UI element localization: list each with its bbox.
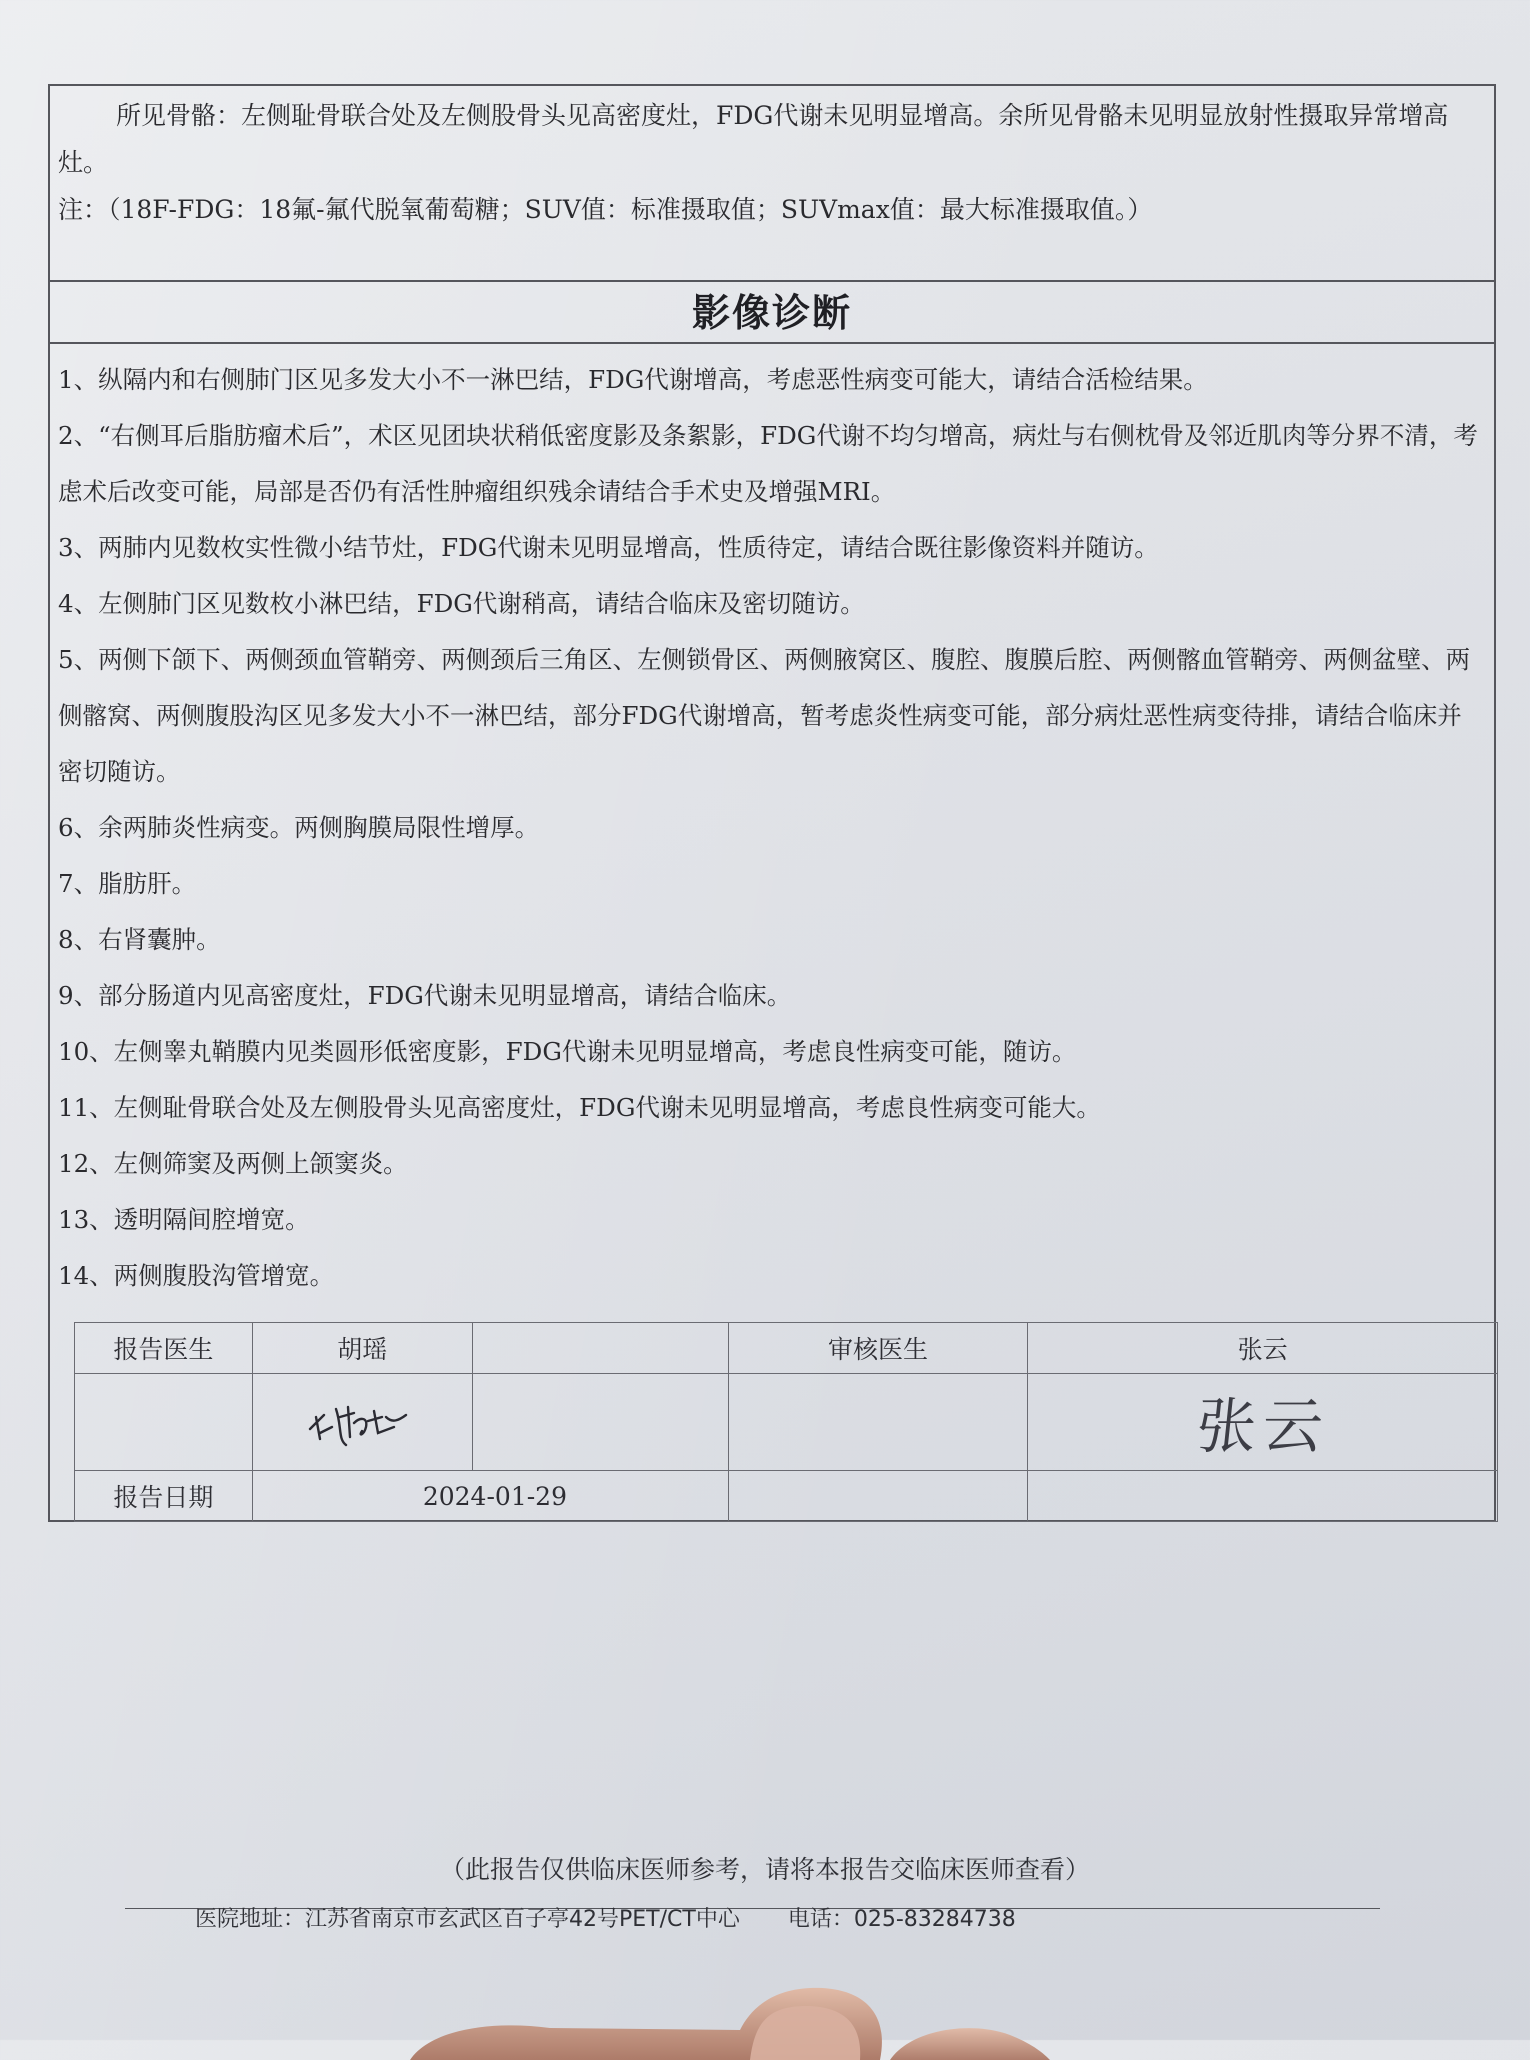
abbreviation-note: 注：（18F-FDG：18氟-氟代脱氧葡萄糖；SUV值：标准摄取值；SUVmax值：最大标准摄取值。） [58,195,1153,224]
review-doctor-signature [1028,1374,1498,1471]
report-date-label: 报告日期 [75,1471,253,1522]
report-date: 2024-01-29 [252,1471,728,1522]
empty-cell [75,1374,253,1471]
findings-section [50,86,1494,282]
phone-text: 电话：025-83284738 [787,1907,1016,1932]
handwritten-signature-icon [302,1387,422,1457]
review-doctor-label: 审核医生 [728,1323,1028,1374]
address-text: 医院地址：江苏省南京市玄武区百子亭42号PET/CT中心 [195,1907,740,1932]
review-doctor-name: 张云 [1028,1323,1498,1374]
report-doctor-label: 报告医生 [75,1323,253,1374]
empty-cell [472,1323,728,1374]
empty-cell [1028,1471,1498,1522]
diagnosis-item: 12、左侧筛窦及两侧上颌窦炎。 [58,1149,408,1178]
diagnosis-title: 影像诊断 [50,282,1494,344]
diagnosis-item: 3、两肺内见数枚实性微小结节灶，FDG代谢未见明显增高，性质待定，请结合既往影像资料并随访。 [58,533,1159,562]
diagnosis-item: 6、余两肺炎性病变。两侧胸膜局限性增厚。 [58,813,540,842]
diagnosis-item: 7、脂肪肝。 [58,869,197,898]
empty-cell [728,1471,1028,1522]
finger-icon [410,1910,1050,2060]
report-doctor-signature [252,1374,472,1471]
diagnosis-item: 4、左侧肺门区见数枚小淋巴结，FDG代谢稍高，请结合临床及密切随访。 [58,589,865,618]
diagnosis-item: 10、左侧睾丸鞘膜内见类圆形低密度影，FDG代谢未见明显增高，考虑良性病变可能，随访。 [58,1037,1077,1066]
diagnosis-item: 8、右肾囊肿。 [58,925,221,954]
review-signature-text: 张云 [1192,1392,1332,1462]
diagnosis-item: 13、透明隔间腔增宽。 [58,1205,310,1234]
diagnosis-item: 11、左侧耻骨联合处及左侧股骨头见高密度灶，FDG代谢未见明显增高，考虑良性病变可能大。 [58,1093,1101,1122]
report-doctor-name: 胡瑶 [252,1323,472,1374]
diagnosis-list [50,344,1494,1304]
signature-table [74,1322,1498,1522]
diagnosis-item: 9、部分肠道内见高密度灶，FDG代谢未见明显增高，请结合临床。 [58,981,792,1010]
diagnosis-item: 1、纵隔内和右侧肺门区见多发大小不一淋巴结，FDG代谢增高，考虑恶性病变可能大，请结合活检结果。 [58,365,1208,394]
diagnosis-item: 14、两侧腹股沟管增宽。 [58,1261,335,1290]
diagnosis-item: 2、“右侧耳后脂肪瘤术后”，术区见团块状稍低密度影及条絮影，FDG代谢不均匀增高，病灶与右侧枕骨及邻近肌肉等分界不清，考虑术后改变可能，局部是否仍有活性肿瘤组织残余请结合手术史及增强MRI。 [58,421,1478,506]
footer-note: （此报告仅供临床医师参考，请将本报告交临床医师查看） [439,1855,1090,1884]
diagnosis-item: 5、两侧下颌下、两侧颈血管鞘旁、两侧颈后三角区、左侧锁骨区、两侧腋窝区、腹腔、腹膜后腔、两侧髂血管鞘旁、两侧盆壁、两侧髂窝、两侧腹股沟区见多发大小不一淋巴结，部分FDG代谢增高，暂考虑炎性病变可能，部分病灶恶性病变待排，请结合临床并密切随访。 [58,645,1471,786]
bone-findings-text: 所见骨骼：左侧耻骨联合处及左侧股骨头见高密度灶，FDG代谢未见明显增高。余所见骨骼未见明显放射性摄取异常增高灶。 [58,101,1449,177]
report-frame [48,84,1496,1522]
empty-cell [728,1374,1028,1471]
empty-cell [472,1374,728,1471]
